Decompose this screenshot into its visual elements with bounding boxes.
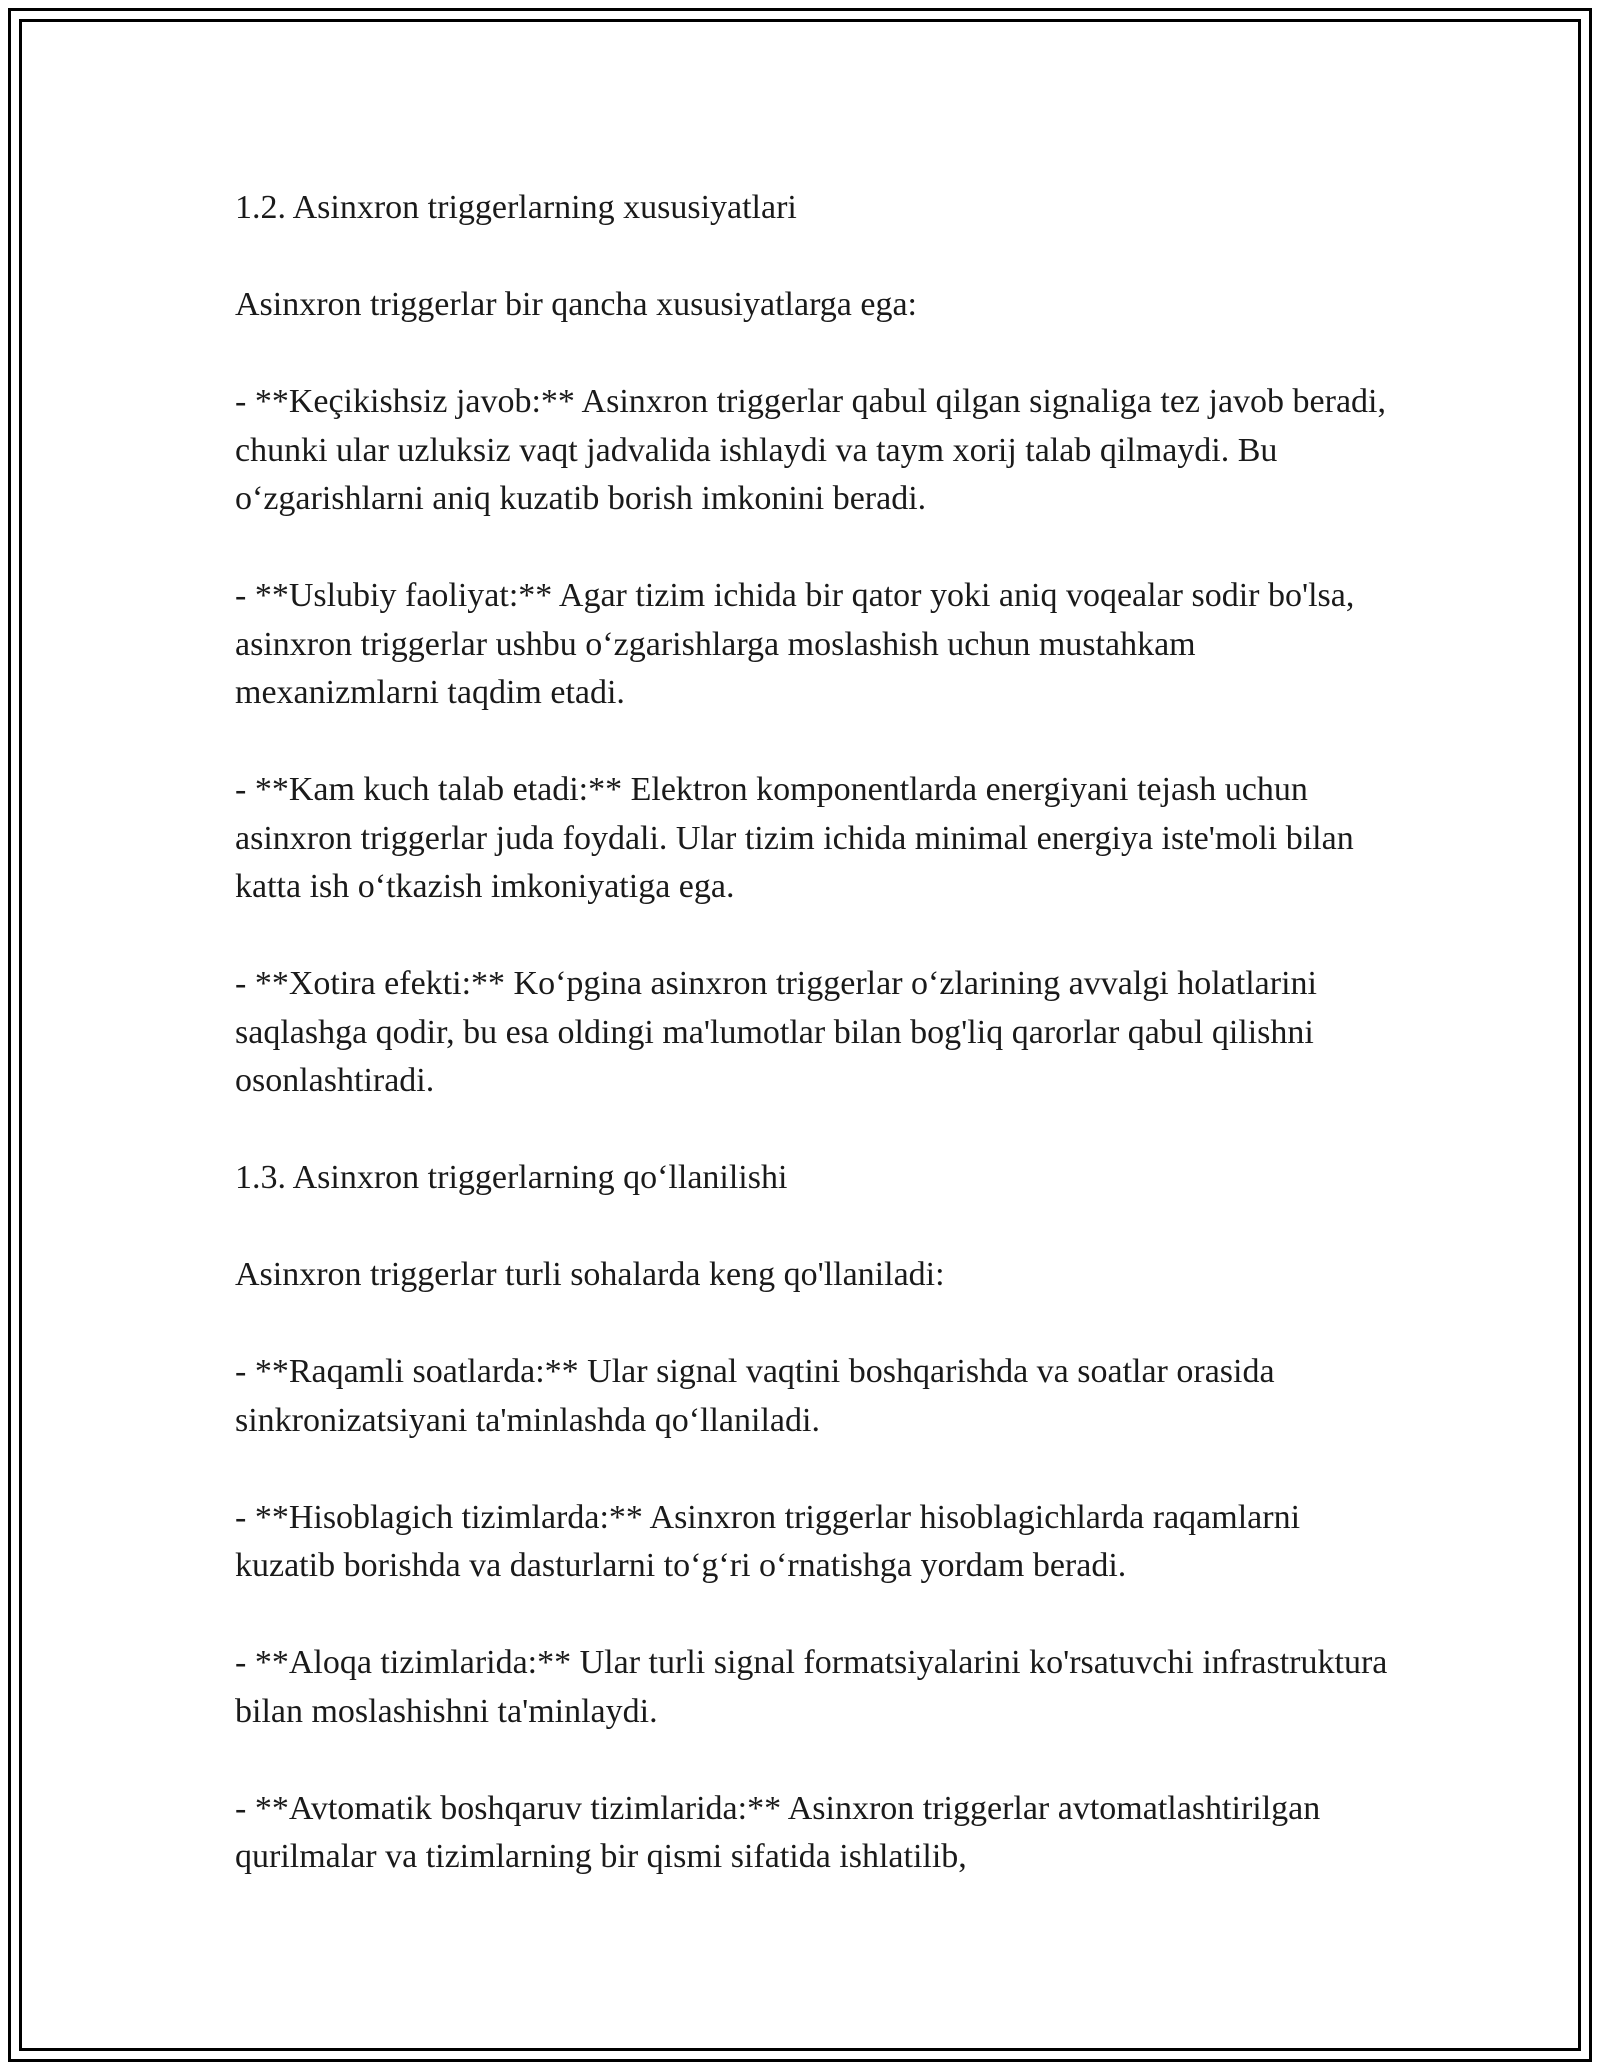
- bullet-paragraph: - **Avtomatik boshqaruv tizimlarida:** Asinxron triggerlar avtomatlashtirilgan qurilmalar va tizimlarning bir qismi sifatida ishlatilib,: [235, 1789, 1321, 1875]
- section-heading-1-2: 1.2. Asinxron triggerlarning xususiyatlari: [235, 189, 797, 226]
- bullet-paragraph: - **Raqamli soatlarda:** Ular signal vaqtini boshqarishda va soatlar orasida sinkronizatsiyani ta'minlashda qoʻllaniladi.: [235, 1353, 1275, 1439]
- section-heading-1-3: 1.3. Asinxron triggerlarning qoʻllanilishi: [235, 1159, 788, 1196]
- document-body: [235, 184, 1405, 1882]
- section-intro-1-2: Asinxron triggerlar bir qancha xususiyatlarga ega:: [235, 286, 917, 323]
- bullet-paragraph: - **Aloqa tizimlarida:** Ular turli signal formatsiyalarini ko'rsatuvchi infrastruktura bilan moslashishni ta'minlaydi.: [235, 1644, 1388, 1730]
- bullet-paragraph: - **Xotira efekti:** Koʻpgina asinxron triggerlar oʻzlarining avvalgi holatlarini saqlashga qodir, bu esa oldingi ma'lumotlar bilan bog'liq qarorlar qabul qilishni osonlashtiradi.: [235, 965, 1317, 1099]
- bullet-paragraph: - **Kam kuch talab etadi:** Elektron komponentlarda energiyani tejash uchun asinxron triggerlar juda foydali. Ular tizim ichida minimal energiya iste'moli bilan katta ish oʻtkazish imkoniyatiga ega.: [235, 771, 1354, 905]
- bullet-paragraph: - **Keçikishsiz javob:** Asinxron triggerlar qabul qilgan signaliga tez javob beradi, chunki ular uzluksiz vaqt jadvalida ishlaydi va taym xorij talab qilmaydi. Bu oʻzgarishlarni aniq kuzatib borish imkonini beradi.: [235, 383, 1386, 517]
- bullet-paragraph: - **Hisoblagich tizimlarda:** Asinxron triggerlar hisoblagichlarda raqamlarni kuzatib borishda va dasturlarni toʻgʻri oʻrnatishga yordam beradi.: [235, 1498, 1301, 1584]
- bullet-paragraph: - **Uslubiy faoliyat:** Agar tizim ichida bir qator yoki aniq voqealar sodir bo'lsa, asinxron triggerlar ushbu oʻzgarishlarga moslashish uchun mustahkam mexanizmlarni taqdim etadi.: [235, 577, 1355, 711]
- section-intro-1-3: Asinxron triggerlar turli sohalarda keng qo'llaniladi:: [235, 1256, 945, 1293]
